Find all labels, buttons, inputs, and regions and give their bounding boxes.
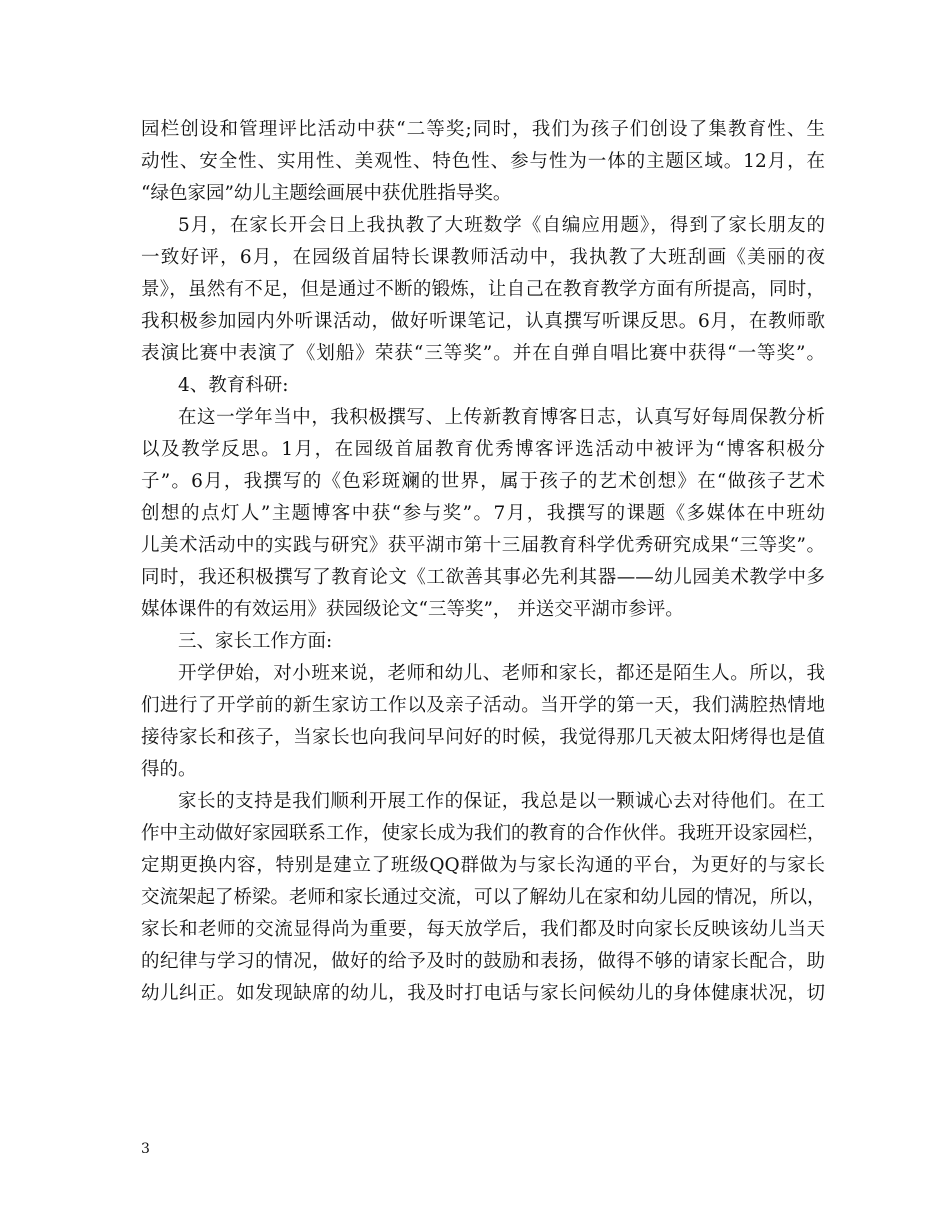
text-line: 5月，在家长开会日上我执教了大班数学《自编应用题》，得到了家长朋友的: [178, 215, 825, 236]
text-line: 表演比赛中表演了《划船》荣获“三等奖”。并在自弹自唱比赛中获得“一等奖”。: [141, 343, 825, 364]
text-line: 家长和老师的交流显得尚为重要，每天放学后，我们都及时向家长反映该幼儿当天: [141, 919, 825, 940]
text-line: 开学伊始，对小班来说，老师和幼儿、老师和家长，都还是陌生人。所以，我: [178, 663, 825, 684]
page-number: 3: [141, 1141, 150, 1157]
text-line: 家长的支持是我们顺利开展工作的保证，我总是以一颗诚心去对待他们。在工: [178, 791, 825, 812]
text-line: 媒体课件的有效运用》获园级论文“三等奖”， 并送交平湖市参评。: [141, 599, 684, 620]
text-line: 幼儿纠正。如发现缺席的幼儿，我及时打电话与家长问候幼儿的身体健康状况，切: [141, 983, 825, 1004]
section-heading: 三、家长工作方面:: [178, 631, 333, 652]
text-line: 动性、安全性、实用性、美观性、特色性、参与性为一体的主题区域。12月，在: [141, 151, 825, 172]
text-line: “绿色家园”幼儿主题绘画展中获优胜指导奖。: [141, 183, 512, 204]
text-line: 景》，虽然有不足，但是通过不断的锻炼，让自己在教育教学方面有所提高，同时，: [141, 279, 825, 300]
text-line: 儿美术活动中的实践与研究》获平湖市第十三届教育科学优秀研究成果“三等奖”。: [141, 535, 825, 556]
text-line: 子”。6月，我撰写的《色彩斑斓的世界，属于孩子的艺术创想》在“做孩子艺术: [141, 471, 825, 492]
text-line: 创想的点灯人”主题博客中获“参与奖”。7月，我撰写的课题《多媒体在中班幼: [141, 503, 825, 524]
text-line: 一致好评，6月，在园级首届特长课教师活动中，我执教了大班刮画《美丽的夜: [141, 247, 825, 268]
text-line: 们进行了开学前的新生家访工作以及亲子活动。当开学的第一天，我们满腔热情地: [141, 695, 825, 716]
text-line: 得的。: [141, 759, 197, 780]
text-line: 同时，我还积极撰写了教育论文《工欲善其事必先利其器——幼儿园美术教学中多: [141, 567, 825, 588]
text-line: 以及教学反思。1月，在园级首届教育优秀博客评选活动中被评为“博客积极分: [141, 439, 825, 460]
text-line: 定期更换内容，特别是建立了班级QQ群做为与家长沟通的平台，为更好的与家长: [141, 855, 825, 876]
text-line: 的纪律与学习的情况，做好的给予及时的鼓励和表扬，做得不够的请家长配合，助: [141, 951, 825, 972]
text-line: 接待家长和孩子，当家长也向我问早问好的时候，我觉得那几天被太阳烤得也是值: [141, 727, 825, 748]
text-line: 在这一学年当中，我积极撰写、上传新教育博客日志，认真写好每周保教分析: [178, 407, 825, 428]
text-line: 我积极参加园内外听课活动，做好听课笔记，认真撰写听课反思。6月，在教师歌: [141, 311, 825, 332]
text-line: 作中主动做好家园联系工作，使家长成为我们的教育的合作伙伴。我班开设家园栏，: [141, 823, 826, 844]
text-line: 园栏创设和管理评比活动中获“二等奖;同时，我们为孩子们创设了集教育性、生: [141, 119, 825, 140]
section-heading: 4、教育科研:: [178, 375, 289, 396]
document-body: [141, 114, 825, 1010]
text-line: 交流架起了桥梁。老师和家长通过交流，可以了解幼儿在家和幼儿园的情况，所以，: [141, 887, 826, 908]
